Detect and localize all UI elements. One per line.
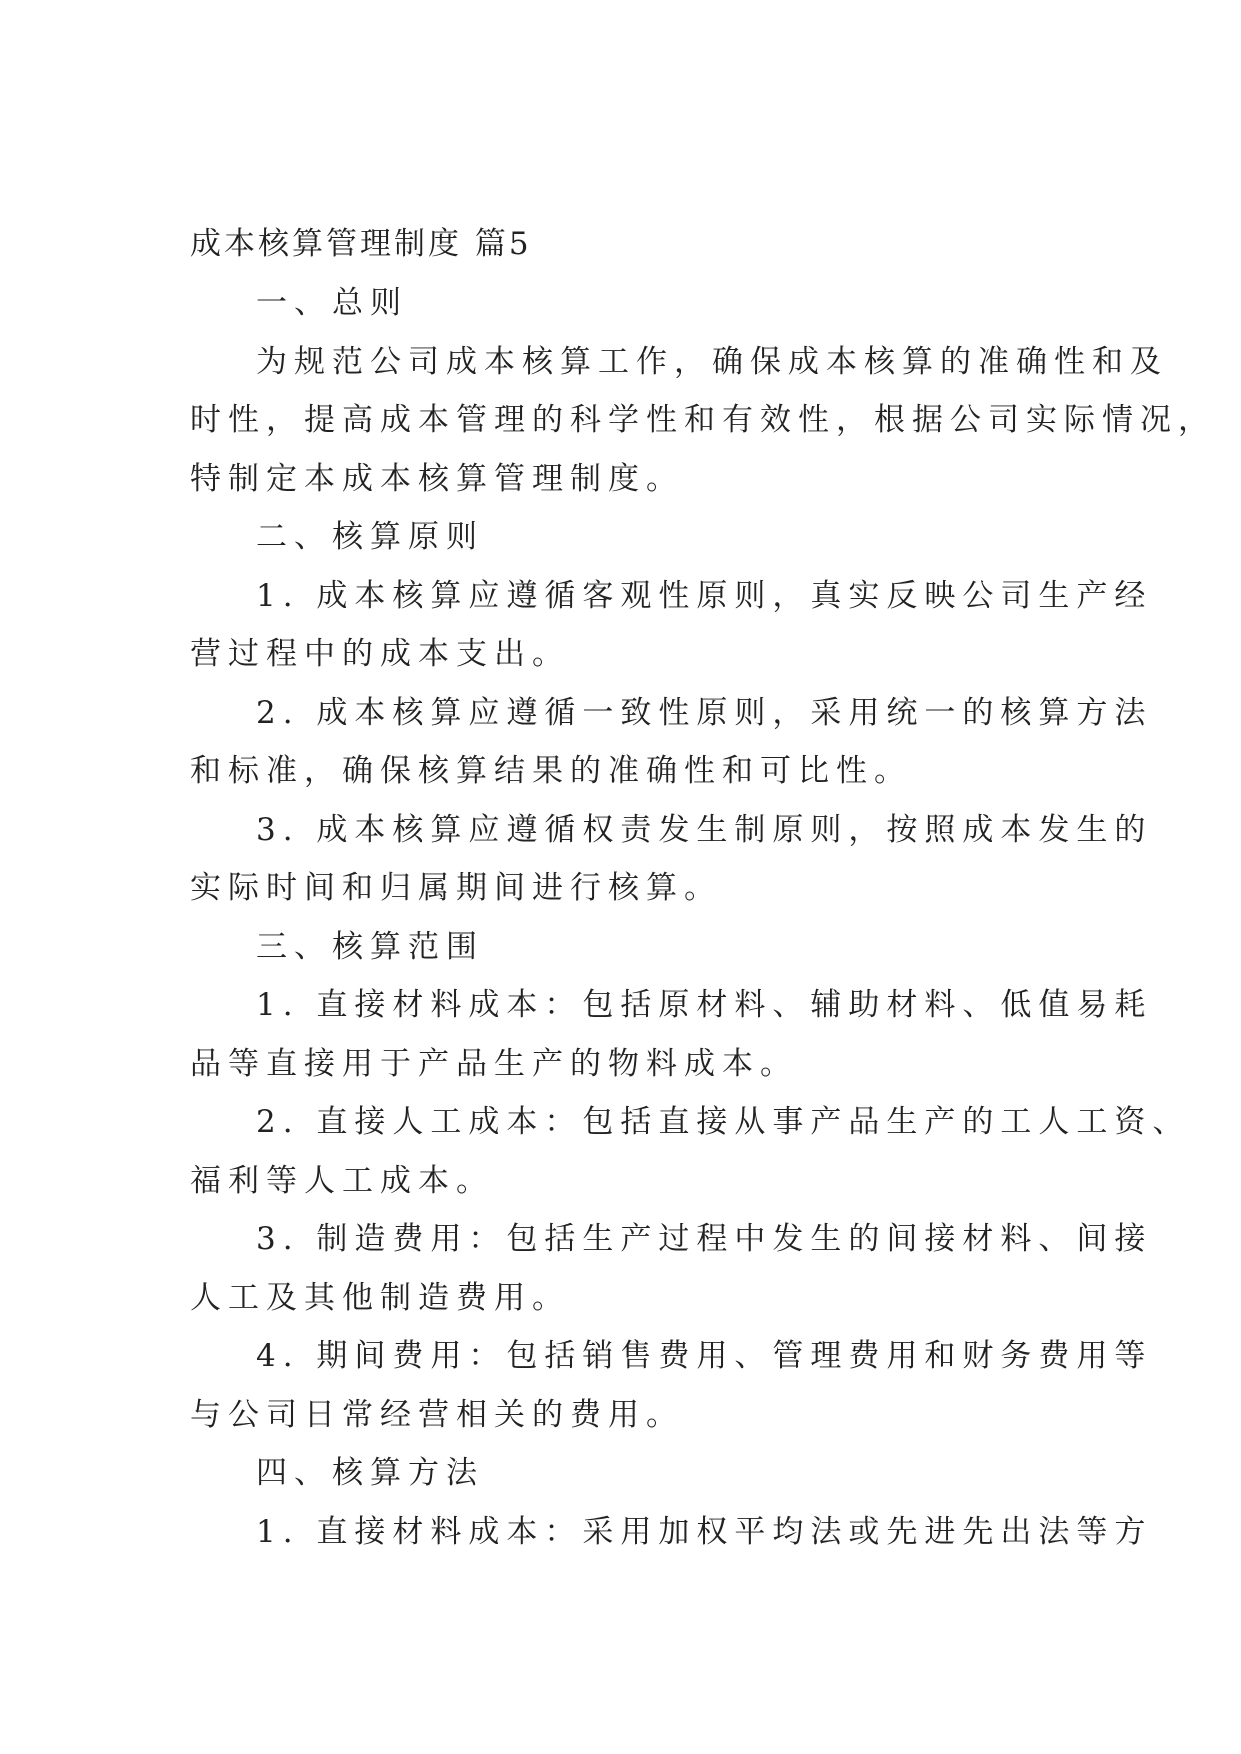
paragraph-line: 1. 直接材料成本：采用加权平均法或先进先出法等方 — [256, 1514, 1153, 1550]
paragraph-line: 1. 成本核算应遵循客观性原则，真实反映公司生产经 — [256, 578, 1153, 614]
paragraph-line: 2. 成本核算应遵循一致性原则，采用统一的核算方法 — [256, 695, 1153, 731]
document-title: 成本核算管理制度 篇5 — [190, 226, 532, 262]
paragraph-line: 人工及其他制造费用。 — [190, 1280, 570, 1316]
section-heading: 一、总则 — [256, 285, 408, 321]
section-heading: 二、核算原则 — [256, 519, 484, 555]
paragraph-line: 3. 制造费用：包括生产过程中发生的间接材料、间接 — [256, 1221, 1153, 1257]
paragraph-line: 时性，提高成本管理的科学性和有效性，根据公司实际情况， — [190, 402, 1216, 438]
paragraph-line: 营过程中的成本支出。 — [190, 636, 570, 672]
paragraph-line: 品等直接用于产品生产的物料成本。 — [190, 1046, 798, 1082]
paragraph-line: 实际时间和归属期间进行核算。 — [190, 870, 722, 906]
paragraph-line: 4. 期间费用：包括销售费用、管理费用和财务费用等 — [256, 1338, 1153, 1374]
paragraph-line: 和标准，确保核算结果的准确性和可比性。 — [190, 753, 912, 789]
paragraph-line: 2. 直接人工成本：包括直接从事产品生产的工人工资、 — [256, 1104, 1191, 1140]
section-heading: 三、核算范围 — [256, 929, 484, 965]
paragraph-line: 1. 直接材料成本：包括原材料、辅助材料、低值易耗 — [256, 987, 1153, 1023]
paragraph-line: 福利等人工成本。 — [190, 1163, 494, 1199]
paragraph-line: 为规范公司成本核算工作，确保成本核算的准确性和及 — [256, 344, 1168, 380]
paragraph-line: 与公司日常经营相关的费用。 — [190, 1397, 684, 1433]
paragraph-line: 特制定本成本核算管理制度。 — [190, 461, 684, 497]
section-heading: 四、核算方法 — [256, 1455, 484, 1491]
paragraph-line: 3. 成本核算应遵循权责发生制原则，按照成本发生的 — [256, 812, 1153, 848]
